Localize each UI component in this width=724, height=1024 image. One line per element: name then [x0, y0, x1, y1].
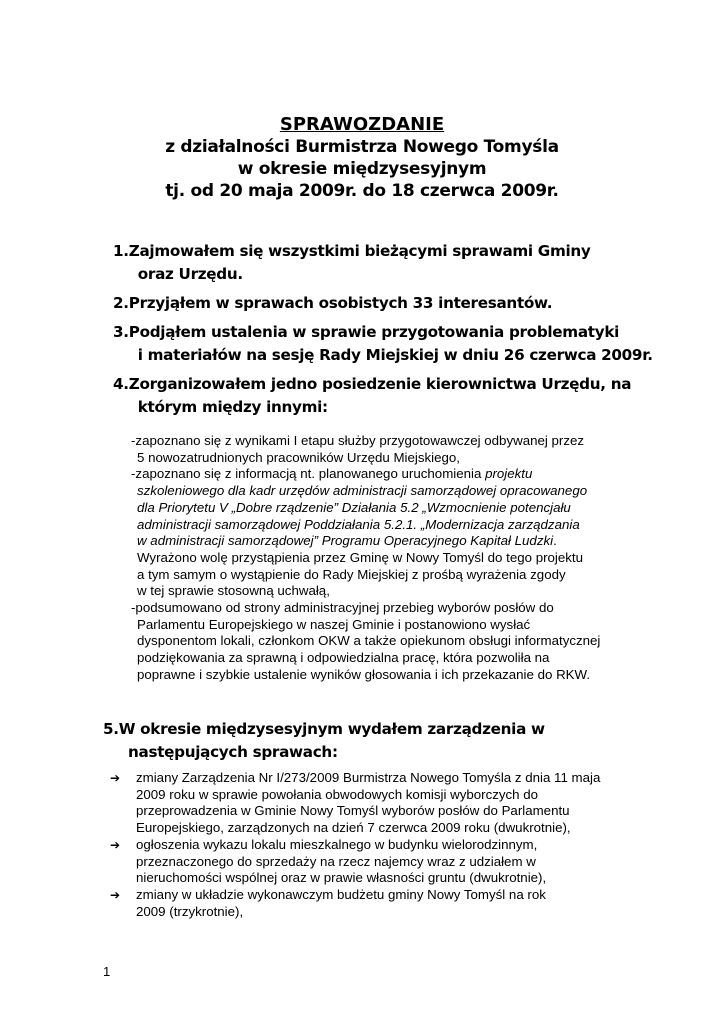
- point-2: [113, 292, 673, 315]
- subitem-text: .: [553, 533, 557, 549]
- ordinance-text: nieruchomości wspólnej oraz w prawie własności gruntu (dwukrotnie),: [136, 870, 547, 886]
- title-main: SPRAWOZDANIE: [279, 114, 445, 135]
- ordinance-text: 2009 (trzykrotnie),: [136, 903, 244, 919]
- subitem-text: 5 nowozatrudnionych pracowników Urzędu Miejskiego,: [137, 449, 460, 465]
- ordinance-item: [110, 887, 670, 920]
- title-subtitle-line: w okresie międzysesyjnym: [237, 159, 487, 179]
- subitem-election-summary: [131, 600, 691, 684]
- arrow-right-icon: ➔: [110, 887, 121, 902]
- ordinance-item: [110, 837, 670, 887]
- subitem-text: podziękowania za sprawną i odpowiedzialna pracę, która pozwoliła na: [137, 650, 550, 666]
- subitem-text-italic: administracji samorządowej Poddziałania 5.2.1. „Modernizacja zarządzania: [137, 516, 580, 532]
- subitem-text-italic: w administracji samorządowej” Programu Operacyjnego Kapitał Ludzki: [137, 533, 554, 549]
- subitem-text: a tym samym o wystąpienie do Rady Miejskiej z prośbą wyrażenia zgody: [137, 566, 566, 582]
- ordinance-text: ogłoszenia wykazu lokalu mieszkalnego w budynku wielorodzinnym,: [136, 836, 538, 852]
- ordinance-text: przeprowadzenia w Gminie Nowy Tomyśl wyborów posłów do Parlamentu: [136, 803, 570, 819]
- point-text: oraz Urzędu.: [137, 265, 243, 283]
- subitem-text: dysponentom lokali, członkom OKW a także opiekunom obsługi informatycznej: [137, 633, 601, 649]
- point-4: [113, 373, 673, 419]
- section-heading-text: następujących sprawach:: [128, 743, 338, 761]
- subitem-text: -zapoznano się z informacją nt. planowanego uruchomienia: [131, 466, 486, 482]
- point-text: Podjąłem ustalenia w sprawie przygotowania problematyki: [128, 323, 620, 341]
- title-subtitle-line: z działalności Burmistrza Nowego Tomyśla: [165, 137, 559, 157]
- arrow-right-icon: ➔: [110, 837, 121, 852]
- ordinance-item: [110, 770, 670, 837]
- title-date-range: tj. od 20 maja 2009r. do 18 czerwca 2009r.: [165, 181, 559, 201]
- ordinance-text: zmiany Zarządzenia Nr I/273/2009 Burmistrza Nowego Tomyśla z dnia 11 maja: [136, 770, 601, 785]
- numbered-points: [113, 240, 673, 419]
- point-number: 2.: [113, 294, 129, 312]
- section-5-heading: [103, 718, 683, 764]
- point-number: 3.: [113, 323, 129, 341]
- point-text: którym między innymi:: [137, 398, 328, 416]
- point-number: 1.: [113, 242, 129, 260]
- section-heading-text: 5.W okresie międzysesyjnym wydałem zarządzenia w: [103, 720, 545, 738]
- meeting-subitems: [131, 433, 691, 684]
- point-text: Zajmowałem się wszystkimi bieżącymi sprawami Gminy: [128, 242, 591, 260]
- ordinance-text: 2009 roku w sprawie powołania obwodowych komisji wyborczych do: [136, 786, 539, 802]
- ordinance-text: Europejskiego, zarządzonych na dzień 7 czerwca 2009 roku (dwukrotnie),: [136, 820, 571, 836]
- subitem-text: poprawne i szybkie ustalenie wyników głosowania i ich przekazanie do RKW.: [137, 666, 591, 682]
- document-title: [0, 114, 724, 202]
- ordinance-list: [110, 770, 670, 920]
- subitem-project-info: [131, 466, 691, 600]
- point-text: Zorganizowałem jedno posiedzenie kierownictwa Urzędu, na: [128, 375, 632, 393]
- point-1: [113, 240, 673, 286]
- subitem-text: -podsumowano od strony administracyjnej przebieg wyborów posłów do: [131, 600, 554, 616]
- arrow-right-icon: ➔: [110, 771, 121, 785]
- ordinance-text: zmiany w układzie wykonawczym budżetu gminy Nowy Tomyśl na rok: [136, 886, 546, 902]
- subitem-text: Parlamentu Europejskiego w naszej Gminie i postanowiono wysłać: [137, 616, 531, 632]
- subitem-text-italic: dla Priorytetu V „Dobre rządzenie” Działania 5.2 „Wzmocnienie potencjału: [137, 499, 571, 515]
- point-text: Przyjąłem w sprawach osobistych 33 interesantów.: [128, 294, 553, 312]
- subitem-text: Wyrażono wolę przystąpienia przez Gminę w Nowy Tomyśl do tego projektu: [137, 549, 584, 565]
- subitem-text-italic: szkoleniowego dla kadr urzędów administracji samorządowej opracowanego: [137, 483, 588, 499]
- subitem-training-results: [131, 433, 691, 466]
- point-text: i materiałów na sesję Rady Miejskiej w dniu 26 czerwca 2009r.: [137, 346, 653, 364]
- subitem-text: -zapoznano się z wynikami I etapu służby przygotowawczej odbywanej przez: [131, 433, 585, 448]
- subitem-text-italic: projektu: [485, 466, 533, 482]
- point-number: 4.: [113, 375, 129, 393]
- page-number: 1: [103, 964, 111, 979]
- subitem-text: w tej sprawie stosowną uchwałą,: [137, 583, 330, 599]
- ordinance-text: przeznaczonego do sprzedaży na rzecz najemcy wraz z udziałem w: [136, 853, 536, 869]
- point-3: [113, 321, 673, 367]
